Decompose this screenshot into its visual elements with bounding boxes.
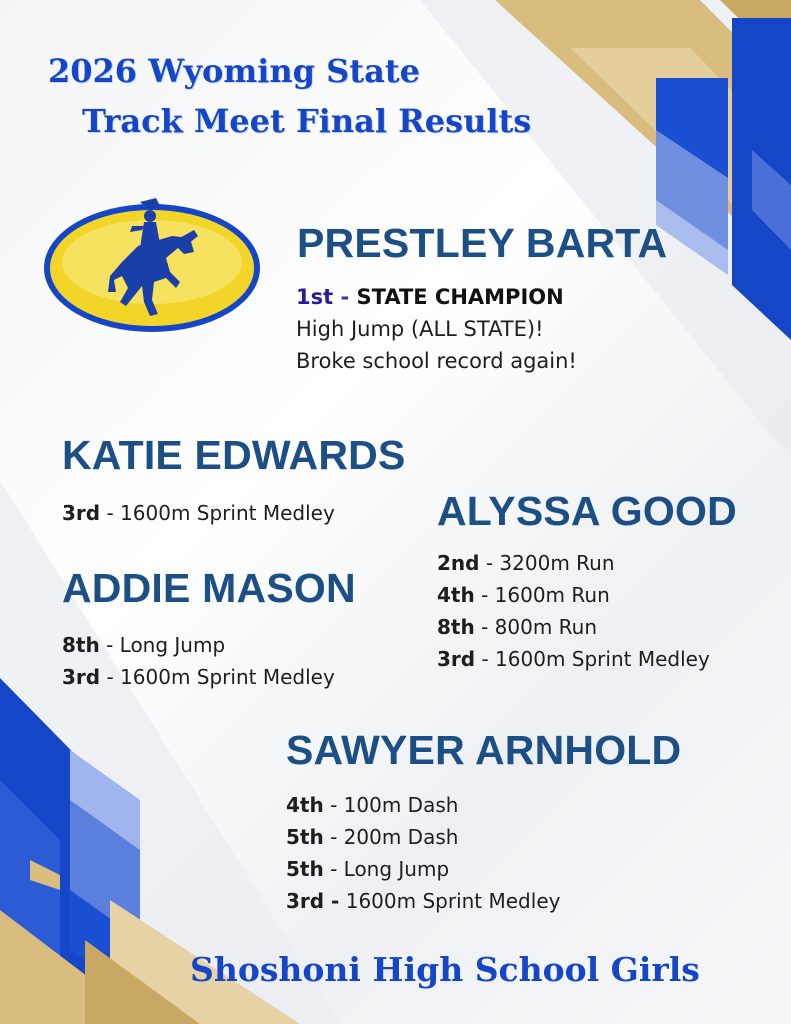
result-event: - 1600m Sprint Medley	[100, 665, 335, 689]
title-line-2: Track Meet Final Results	[82, 102, 532, 140]
alyssa-results	[437, 547, 710, 675]
result-place: 3rd	[62, 501, 101, 525]
title-line-1: 2026 Wyoming State	[48, 52, 420, 90]
result-line	[437, 643, 710, 675]
prestley-title: STATE CHAMPION	[356, 285, 564, 309]
result-line	[62, 629, 335, 661]
result-place: 8th	[437, 615, 475, 639]
result-event: - Long Jump	[99, 633, 226, 657]
prestley-line-2: High Jump (ALL STATE)!	[296, 317, 544, 341]
result-event: - 1600m Sprint Medley	[100, 501, 335, 525]
athlete-name-prestley: PRESTLEY BARTA	[297, 220, 668, 266]
prestley-results	[296, 281, 577, 377]
prestley-separator: -	[333, 285, 357, 309]
prestley-line-3: Broke school record again!	[296, 349, 577, 373]
footer-school-name: Shoshoni High School Girls	[190, 950, 700, 989]
result-place: 3rd	[62, 665, 101, 689]
result-event: - 200m Dash	[323, 825, 459, 849]
result-line	[437, 611, 710, 643]
result-event: - 100m Dash	[323, 793, 459, 817]
result-place: 8th	[62, 633, 100, 657]
result-line	[62, 661, 335, 693]
prestley-place: 1st	[296, 285, 334, 309]
prestley-line-1	[296, 281, 577, 313]
athlete-name-katie: KATIE EDWARDS	[62, 432, 406, 478]
athlete-name-alyssa: ALYSSA GOOD	[437, 488, 737, 534]
result-event: - 1600m Sprint Medley	[475, 647, 710, 671]
result-event: - 1600m Run	[474, 583, 610, 607]
result-place: 4th	[286, 793, 324, 817]
result-place: 5th	[286, 825, 324, 849]
result-place: 3rd -	[286, 889, 340, 913]
result-line	[437, 547, 710, 579]
athlete-name-addie: ADDIE MASON	[62, 565, 356, 611]
addie-results	[62, 629, 335, 693]
result-line	[437, 579, 710, 611]
result-event: - 3200m Run	[479, 551, 615, 575]
result-event: 1600m Sprint Medley	[339, 889, 561, 913]
katie-results	[62, 497, 335, 529]
result-event: - Long Jump	[323, 857, 450, 881]
sawyer-results	[286, 789, 560, 917]
result-place: 2nd	[437, 551, 480, 575]
result-line	[286, 853, 560, 885]
athlete-name-sawyer: SAWYER ARNHOLD	[286, 727, 682, 773]
result-place: 5th	[286, 857, 324, 881]
result-line	[286, 821, 560, 853]
page-title	[48, 46, 531, 146]
result-line	[286, 789, 560, 821]
result-event: - 800m Run	[474, 615, 598, 639]
result-line	[62, 497, 335, 529]
result-line	[286, 885, 560, 917]
result-place: 3rd	[437, 647, 476, 671]
result-place: 4th	[437, 583, 475, 607]
bucking-horse-rider-logo	[42, 196, 262, 346]
